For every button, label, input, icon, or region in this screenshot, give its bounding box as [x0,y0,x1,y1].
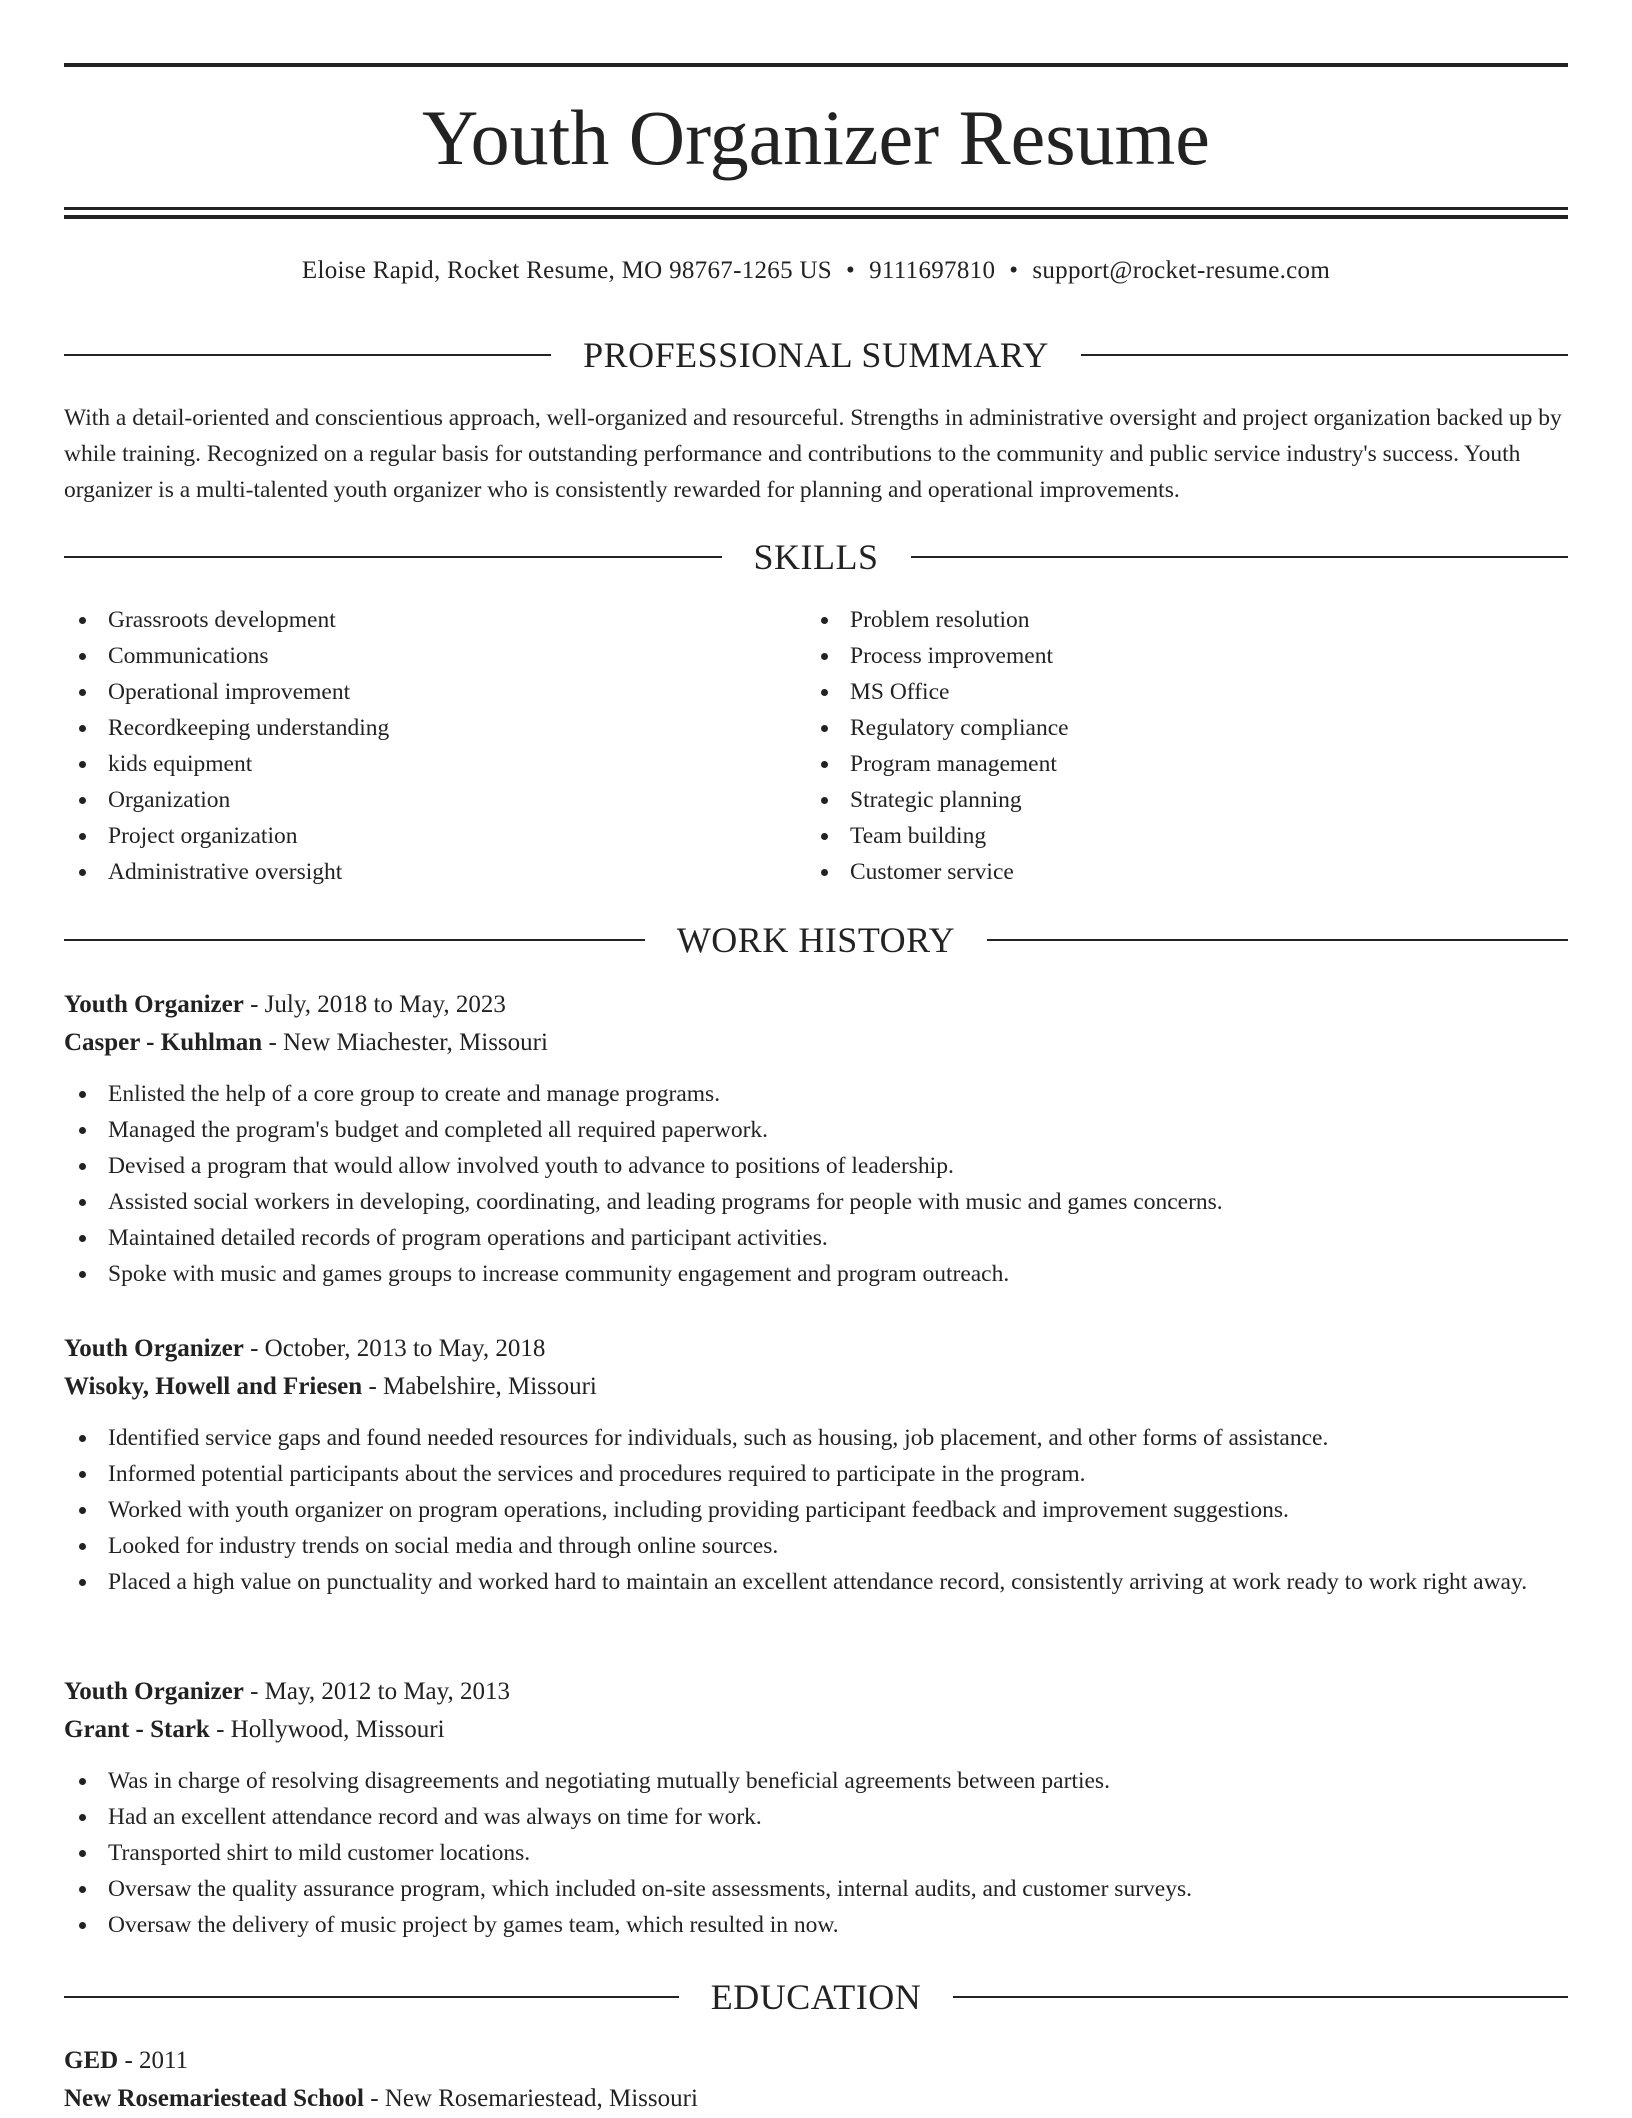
job-company-line [64,1368,1568,1406]
job-title: Youth Organizer [64,1335,244,1362]
skills-column-left [64,602,806,890]
job-location: - Hollywood, Missouri [209,1716,445,1743]
contact-phone: 9111697810 [869,257,996,284]
job-location: - New Miachester, Missouri [262,1029,548,1056]
job-bullet: Worked with youth organizer on program operations, including providing participant feedback and improvement suggestions. [64,1492,1568,1528]
skill-item: kids equipment [64,746,806,782]
heading-rule [64,939,645,941]
job-bullets [64,1763,1568,1943]
title-rule-upper [64,207,1568,210]
contact-separator: • [846,257,856,284]
job-bullet: Identified service gaps and found needed resources for individuals, such as housing, job placement, and other forms of assistance. [64,1420,1568,1456]
section-title: WORK HISTORY [676,920,956,960]
job-bullet: Oversaw the delivery of music project by games team, which resulted in now. [64,1907,1568,1943]
education-degree: GED [64,2047,119,2074]
job-title-line [64,1673,1568,1711]
heading-rule [64,1996,679,1998]
job-bullet: Had an excellent attendance record and was always on time for work. [64,1799,1568,1835]
skill-item: Organization [64,782,806,818]
education-year: - 2011 [118,2047,189,2074]
section-heading-skills [64,535,1568,579]
skills-list [64,602,1568,890]
contact-line [64,254,1568,288]
job-dates: - May, 2012 to May, 2013 [243,1678,511,1705]
section-title: PROFESSIONAL SUMMARY [583,335,1049,375]
job-bullet: Was in charge of resolving disagreements and negotiating mutually beneficial agreements between parties. [64,1763,1568,1799]
skill-item: Communications [64,638,806,674]
top-rule [64,63,1568,67]
section-heading-summary [64,333,1568,377]
job-bullet: Devised a program that would allow involved youth to advance to positions of leadership. [64,1148,1568,1184]
title-rule-lower [64,215,1568,219]
education-degree-line [64,2042,1568,2080]
contact-separator: • [1009,257,1019,284]
job-bullet: Assisted social workers in developing, coordinating, and leading programs for people with music and games concerns. [64,1184,1568,1220]
job-title-line [64,1330,1568,1368]
skill-item: Problem resolution [806,602,1548,638]
job-company: Casper - Kuhlman [64,1029,263,1056]
skill-item: Regulatory compliance [806,710,1548,746]
job-bullet: Placed a high value on punctuality and worked hard to maintain an excellent attendance record, consistently arriving at work ready to work right away. [64,1564,1568,1600]
heading-rule [64,556,722,558]
contact-email: support@rocket-resume.com [1032,257,1331,284]
skill-item: Customer service [806,854,1548,890]
job-entry [64,986,1568,1292]
section-heading-education [64,1975,1568,2019]
job-bullets [64,1076,1568,1292]
skill-item: Strategic planning [806,782,1548,818]
skill-item: Operational improvement [64,674,806,710]
heading-rule [64,354,551,356]
heading-rule [987,939,1568,941]
job-title-line [64,986,1568,1024]
page-title: Youth Organizer Resume [422,94,1210,181]
job-bullet: Managed the program's budget and completed all required paperwork. [64,1112,1568,1148]
job-title: Youth Organizer [64,991,244,1018]
job-entry [64,1330,1568,1600]
job-bullets [64,1420,1568,1600]
job-bullet: Looked for industry trends on social media and through online sources. [64,1528,1568,1564]
job-bullet: Informed potential participants about the services and procedures required to participate in the program. [64,1456,1568,1492]
job-company-line [64,1024,1568,1062]
job-title: Youth Organizer [64,1678,244,1705]
education-school: New Rosemariestead School [64,2085,364,2112]
education-school-line [64,2080,1568,2118]
job-location: - Mabelshire, Missouri [362,1373,597,1400]
skill-item: Program management [806,746,1548,782]
skills-column-right [806,602,1548,890]
skill-item: Grassroots development [64,602,806,638]
skill-item: Process improvement [806,638,1548,674]
job-company: Wisoky, Howell and Friesen [64,1373,363,1400]
job-entry [64,1673,1568,1943]
job-dates: - October, 2013 to May, 2018 [243,1335,546,1362]
skill-item: MS Office [806,674,1548,710]
skill-item: Project organization [64,818,806,854]
heading-rule [1081,354,1568,356]
section-title: SKILLS [753,537,879,577]
job-bullet: Spoke with music and games groups to increase community engagement and program outreach. [64,1256,1568,1292]
job-dates: - July, 2018 to May, 2023 [243,991,506,1018]
contact-address: Eloise Rapid, Rocket Resume, MO 98767-1265 US [301,257,833,284]
section-title: EDUCATION [710,1977,922,2017]
skill-item: Recordkeeping understanding [64,710,806,746]
summary-text: With a detail-oriented and conscientious approach, well-organized and resourceful. Strengths in administrative oversight and project organization backed up by while training. Recognized on a regular basis for outstanding performance and contributions to the community and public service industry's success. Youth organizer is a multi-talented youth organizer who is consistently rewarded for planning and operational improvements. [64,405,1562,503]
job-company-line [64,1711,1568,1749]
heading-rule [953,1996,1568,1998]
education-entry [64,2042,1568,2118]
job-bullet: Transported shirt to mild customer locations. [64,1835,1568,1871]
job-company: Grant - Stark [64,1716,210,1743]
job-bullet: Maintained detailed records of program operations and participant activities. [64,1220,1568,1256]
job-bullet: Oversaw the quality assurance program, which included on-site assessments, internal audits, and customer surveys. [64,1871,1568,1907]
skill-item: Administrative oversight [64,854,806,890]
job-bullet: Enlisted the help of a core group to create and manage programs. [64,1076,1568,1112]
skill-item: Team building [806,818,1548,854]
section-heading-work [64,918,1568,962]
heading-rule [911,556,1569,558]
education-location: - New Rosemariestead, Missouri [363,2085,698,2112]
